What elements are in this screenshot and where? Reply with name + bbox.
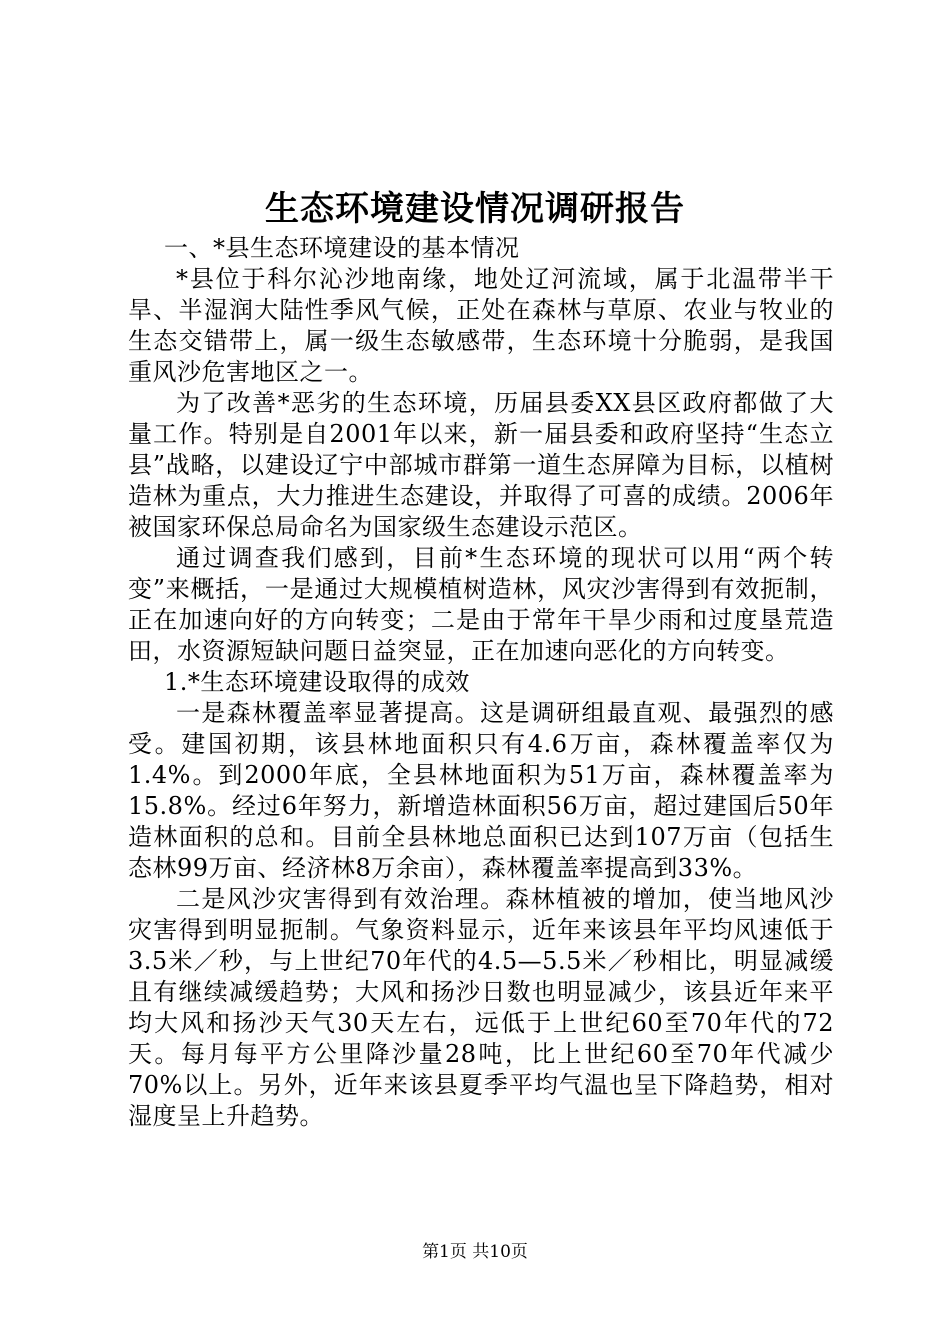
subsection-heading: 1.*生态环境建设取得的成效 [164, 668, 470, 696]
body-paragraph: 通过调查我们感到，目前*生态环境的现状可以用“两个转变”来概括，一是通过大规模植树造林，风灾沙害得到有效扼制，正在加速向好的方向转变；二是由于常年干旱少雨和过度垦荒造田，水资源短缺问题日益突显，正在加速向恶化的方向转变。 [128, 544, 834, 665]
document-title: 生态环境建设情况调研报告 [265, 189, 685, 229]
body-paragraph: 为了改善*恶劣的生态环境，历届县委XX县区政府都做了大量工作。特别是自2001年以来，新一届县委和政府坚持“生态立县”战略，以建设辽宁中部城市群第一道生态屏障为目标，以植树造林为重点，大力推进生态建设，并取得了可喜的成绩。2006年被国家环保总局命名为国家级生态建设示范区。 [128, 389, 834, 541]
page-number: 第1页 共10页 [422, 1242, 528, 1262]
document-body [128, 233, 834, 1132]
body-paragraph: *县位于科尔沁沙地南缘，地处辽河流域，属于北温带半干旱、半湿润大陆性季风气候，正处在森林与草原、农业与牧业的生态交错带上，属一级生态敏感带，生态环境十分脆弱，是我国重风沙危害地区之一。 [128, 265, 834, 386]
section-heading: 一、*县生态环境建设的基本情况 [164, 234, 520, 262]
body-paragraph: 一是森林覆盖率显著提高。这是调研组最直观、最强烈的感受。建国初期，该县林地面积只有4.6万亩，森林覆盖率仅为1.4%。到2000年底，全县林地面积为51万亩，森林覆盖率为15.8%。经过6年努力，新增造林面积56万亩，超过建国后50年造林面积的总和。目前全县林地总面积已达到107万亩（包括生态林99万亩、经济林8万余亩），森林覆盖率提高到33%。 [128, 699, 834, 882]
body-paragraph: 二是风沙灾害得到有效治理。森林植被的增加，使当地风沙灾害得到明显扼制。气象资料显示，近年来该县年平均风速低于3.5米／秒，与上世纪70年代的4.5—5.5米／秒相比，明显减缓且有继续减缓趋势；大风和扬沙日数也明显减少，该县近年来平均大风和扬沙天气30天左右，远低于上世纪60至70年代的72天。每月每平方公里降沙量28吨，比上世纪60至70年代减少70%以上。另外，近年来该县夏季平均气温也呈下降趋势，相对湿度呈上升趋势。 [128, 885, 834, 1130]
